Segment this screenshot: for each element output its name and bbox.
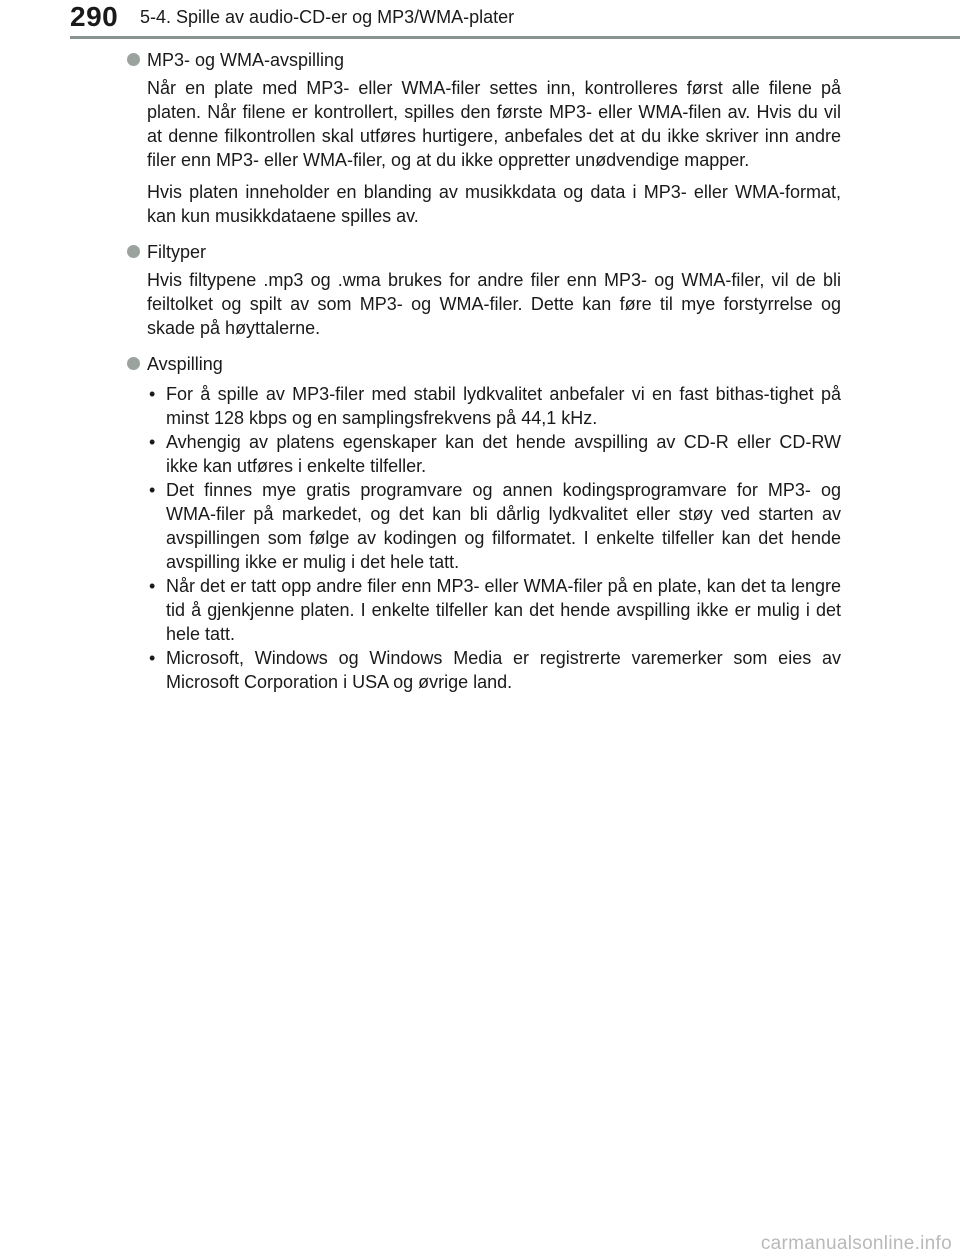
list-item-text: Når det er tatt opp andre filer enn MP3- eller WMA-filer på en plate, kan det ta lengre tid å gjenkjenne platen. I enkelte tilfeller kan det hende avspilling ikke er mulig i det hele tatt. — [166, 576, 841, 644]
section-heading — [127, 352, 841, 376]
bullet-circle-icon — [127, 53, 140, 66]
header-divider — [70, 36, 960, 39]
list-item — [147, 574, 841, 646]
paragraph: Når en plate med MP3- eller WMA-filer settes inn, kontrolleres først alle filene på platen. Når filene er kontrollert, spilles den første MP3- eller WMA-filen av. Hvis du vil at denne filkontrollen skal utføres hurtigere, anbefales det at du ikke skriver inn andre filer enn MP3- eller WMA-filer, og at du ikke oppretter unødvendige mapper. — [147, 78, 841, 170]
page-number: 290 — [70, 1, 119, 32]
bullet-circle-icon — [127, 357, 140, 370]
list-item-text: For å spille av MP3-filer med stabil lydkvalitet anbefaler vi en fast bithas-tighet på minst 128 kbps og en samplingsfrekvens på 44,1 kHz. — [166, 384, 841, 428]
section-heading — [127, 48, 841, 72]
page-content — [127, 48, 841, 706]
list-item-text: Avhengig av platens egenskaper kan det hende avspilling av CD-R eller CD-RW ikke kan utføres i enkelte tilfeller. — [166, 432, 841, 476]
list-item — [147, 430, 841, 478]
paragraph: Hvis filtypene .mp3 og .wma brukes for andre filer enn MP3- og WMA-filer, vil de bli feiltolket og spilt av som MP3- og WMA-filer. Dette kan føre til mye forstyrrelse og skade på høyttalerne. — [147, 270, 841, 338]
section-playback — [127, 352, 841, 694]
bullet-dot-icon: • — [149, 648, 156, 668]
section-heading-text: Filtyper — [147, 242, 207, 262]
section-heading-text: Avspilling — [147, 354, 223, 374]
bullet-dot-icon: • — [149, 384, 156, 404]
list-item-text: Det finnes mye gratis programvare og annen kodingsprogramvare for MP3- og WMA-filer på markedet, og det kan bli dårlig lydkvalitet eller støy ved starten av avspillingen som følge av kodingen og filformatet. I enkelte tilfeller kan det hende avspilling ikke er mulig i det hele tatt. — [166, 480, 841, 572]
section-title: 5-4. Spille av audio-CD-er og MP3/WMA-plater — [140, 7, 515, 27]
bullet-dot-icon: • — [149, 480, 156, 500]
watermark: carmanualsonline.info — [760, 1233, 952, 1254]
list-item — [147, 478, 841, 574]
section-file-types — [127, 240, 841, 340]
playback-notes-list — [147, 382, 841, 694]
section-heading — [127, 240, 841, 264]
section-heading-text: MP3- og WMA-avspilling — [147, 50, 345, 70]
bullet-dot-icon: • — [149, 576, 156, 596]
list-item — [147, 646, 841, 694]
bullet-circle-icon — [127, 245, 140, 258]
list-item — [147, 382, 841, 430]
section-mp3-wma-playback — [127, 48, 841, 228]
bullet-dot-icon: • — [149, 432, 156, 452]
paragraph: Hvis platen inneholder en blanding av musikkdata og data i MP3- eller WMA-format, kan kun musikkdataene spilles av. — [147, 182, 841, 226]
page-header — [0, 0, 960, 40]
list-item-text: Microsoft, Windows og Windows Media er registrerte varemerker som eies av Microsoft Corporation i USA og øvrige land. — [166, 648, 841, 692]
